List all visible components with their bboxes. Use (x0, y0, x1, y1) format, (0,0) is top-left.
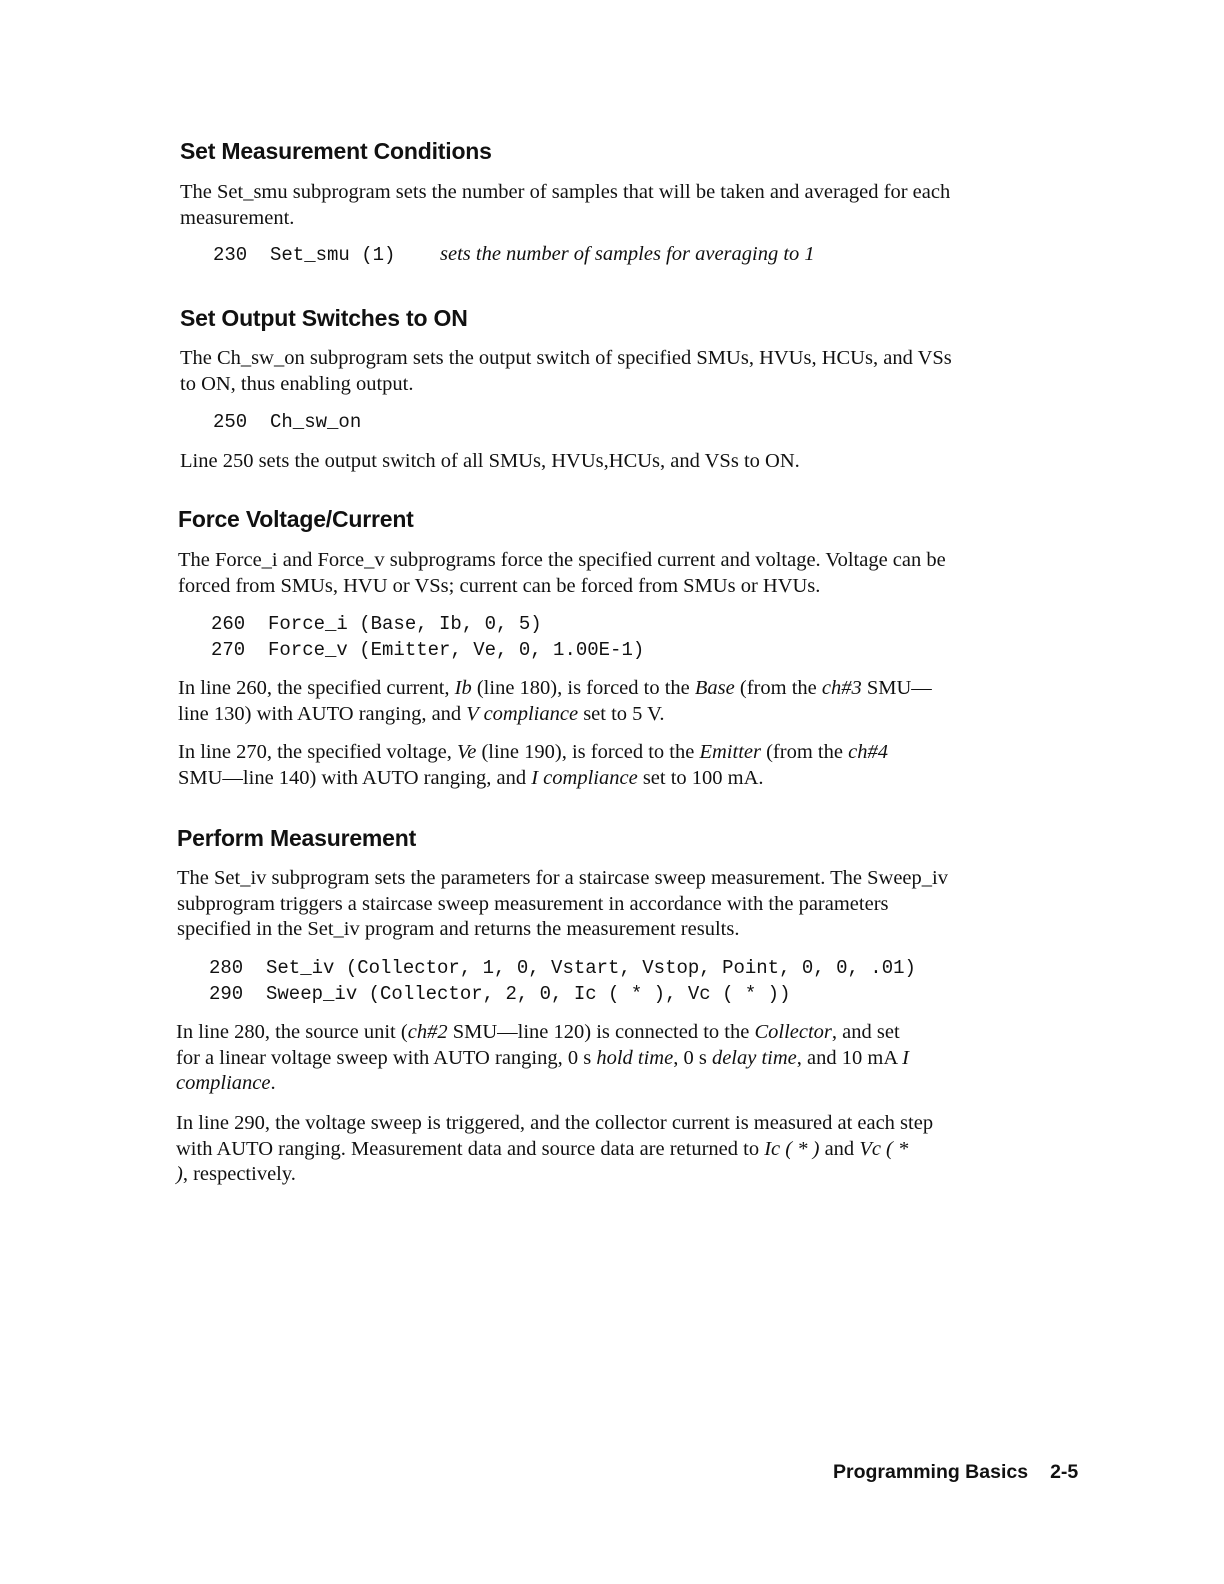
page-number: 2-5 (1050, 1461, 1079, 1483)
text-line: subprogram triggers a staircase sweep measurement in accordance with the parameters (177, 892, 889, 915)
italic-run: V compliance (466, 702, 579, 725)
paragraph-line-260 (178, 676, 1078, 727)
italic-run: Ic ( * ) (764, 1137, 820, 1160)
text-line: The Set_iv subprogram sets the parameters for a staircase sweep measurement. The Sweep_iv (177, 867, 948, 889)
italic-run: Base (694, 677, 735, 699)
text-line (178, 740, 1078, 766)
paragraph-line-280 (176, 1020, 1076, 1097)
text-line: to ON, thus enabling output. (180, 372, 414, 395)
code-line-260 (211, 613, 542, 635)
page-footer (833, 1461, 1078, 1484)
italic-run: ) (176, 1163, 183, 1185)
code-text: Force_v (Emitter, Ve, 0, 1.00E-1) (268, 639, 645, 661)
text-run: In line 270, the specified voltage, (178, 741, 457, 763)
text-line: In line 290, the voltage sweep is triggered, and the collector current is measured at each step (176, 1112, 934, 1134)
text-line (178, 676, 1078, 702)
text-line: The Set_smu subprogram sets the number of samples that will be taken and averaged for each (180, 181, 951, 203)
text-line (176, 1071, 1076, 1097)
section-heading-perform-measurement: Perform Measurement (177, 825, 417, 851)
italic-run: ch#2 (407, 1021, 448, 1043)
line-number: 280 (209, 957, 244, 979)
text-run: and (819, 1137, 860, 1160)
text-run: (line 190), is forced to the (476, 741, 700, 763)
text-run: (from the (760, 741, 849, 763)
paragraph-line-290 (176, 1111, 1076, 1188)
text-line (176, 1020, 1076, 1046)
paragraph-set-iv-intro (177, 866, 1077, 943)
text-run: SMU—line 140) with AUTO ranging, and (178, 766, 532, 789)
code-text: Force_i (Base, Ib, 0, 5) (268, 613, 542, 635)
line-number: 250 (213, 411, 248, 433)
text-run: , respectively. (182, 1163, 296, 1185)
paragraph-ch-sw-on-intro (180, 346, 1080, 397)
paragraph-force-intro (178, 548, 1078, 599)
text-line (176, 1046, 1076, 1072)
text-run: , and set (831, 1021, 900, 1043)
paragraph-line-270 (178, 740, 1078, 791)
text-run: for a linear voltage sweep with AUTO ranging, 0 s (176, 1046, 597, 1069)
text-run: (from the (734, 677, 822, 699)
text-run: In line 260, the specified current, (178, 677, 455, 699)
text-run: SMU—line 120) is connected to the (447, 1021, 755, 1043)
code-line-270 (211, 639, 644, 661)
code-text: Ch_sw_on (270, 411, 362, 433)
text-run: In line 280, the source unit ( (176, 1021, 408, 1043)
line-number: 260 (211, 613, 246, 635)
text-line: forced from SMUs, HVU or VSs; current can be forced from SMUs or HVUs. (178, 574, 821, 597)
code-line-230 (213, 244, 395, 266)
text-line (178, 702, 1078, 728)
code-line-250 (213, 411, 361, 433)
text-run: . (270, 1072, 276, 1094)
line-number: 270 (211, 639, 246, 661)
paragraph-line-250: Line 250 sets the output switch of all SMUs, HVUs,HCUs, and VSs to ON. (180, 450, 800, 472)
italic-run: Ib (454, 677, 472, 699)
code-line-280 (209, 957, 916, 979)
text-run: with AUTO ranging. Measurement data and source data are returned to (176, 1137, 765, 1160)
italic-run: compliance (176, 1072, 271, 1094)
italic-run: I compliance (531, 766, 638, 789)
code-text: Set_smu (1) (270, 244, 396, 266)
section-heading-force-voltage-current: Force Voltage/Current (178, 506, 414, 532)
code-text: Sweep_iv (Collector, 2, 0, Ic ( * ), Vc ( * )) (266, 983, 791, 1005)
code-text: Set_iv (Collector, 1, 0, Vstart, Vstop, Point, 0, 0, .01) (266, 957, 916, 979)
code-comment: sets the number of samples for averaging to 1 (440, 243, 815, 265)
paragraph-set-smu-intro (180, 180, 1080, 231)
text-line (176, 1162, 1076, 1188)
text-line: specified in the Set_iv program and returns the measurement results. (177, 918, 740, 940)
text-run: , 0 s (673, 1046, 712, 1069)
text-run: line 130) with AUTO ranging, and (178, 702, 467, 725)
text-line: measurement. (180, 206, 295, 229)
line-number: 230 (213, 244, 248, 266)
text-run: set to 100 mA. (637, 766, 764, 789)
italic-run: I (902, 1046, 909, 1069)
text-line (176, 1137, 1076, 1163)
text-run: (line 180), is forced to the (471, 677, 695, 699)
text-line: The Ch_sw_on subprogram sets the output switch of specified SMUs, HVUs, HCUs, and VSs (180, 347, 952, 369)
footer-title: Programming Basics (833, 1461, 1029, 1483)
italic-run: Vc ( * (859, 1137, 909, 1160)
text-line: The Force_i and Force_v subprograms force the specified current and voltage. Voltage can be (178, 549, 946, 571)
code-line-290 (209, 983, 791, 1005)
section-heading-set-measurement-conditions: Set Measurement Conditions (180, 138, 492, 164)
italic-run: Collector (754, 1021, 832, 1043)
text-run: SMU— (861, 677, 932, 699)
text-line (178, 766, 1078, 792)
section-heading-set-output-switches: Set Output Switches to ON (180, 305, 468, 331)
line-number: 290 (209, 983, 244, 1005)
italic-run: ch#4 (848, 741, 888, 763)
text-run: set to 5 V. (578, 702, 665, 725)
italic-run: Emitter (699, 741, 761, 763)
italic-run: hold time (596, 1046, 674, 1069)
text-run: , and 10 mA (796, 1046, 903, 1069)
italic-run: Ve (456, 741, 477, 763)
italic-run: delay time (711, 1046, 797, 1069)
italic-run: ch#3 (821, 677, 862, 699)
